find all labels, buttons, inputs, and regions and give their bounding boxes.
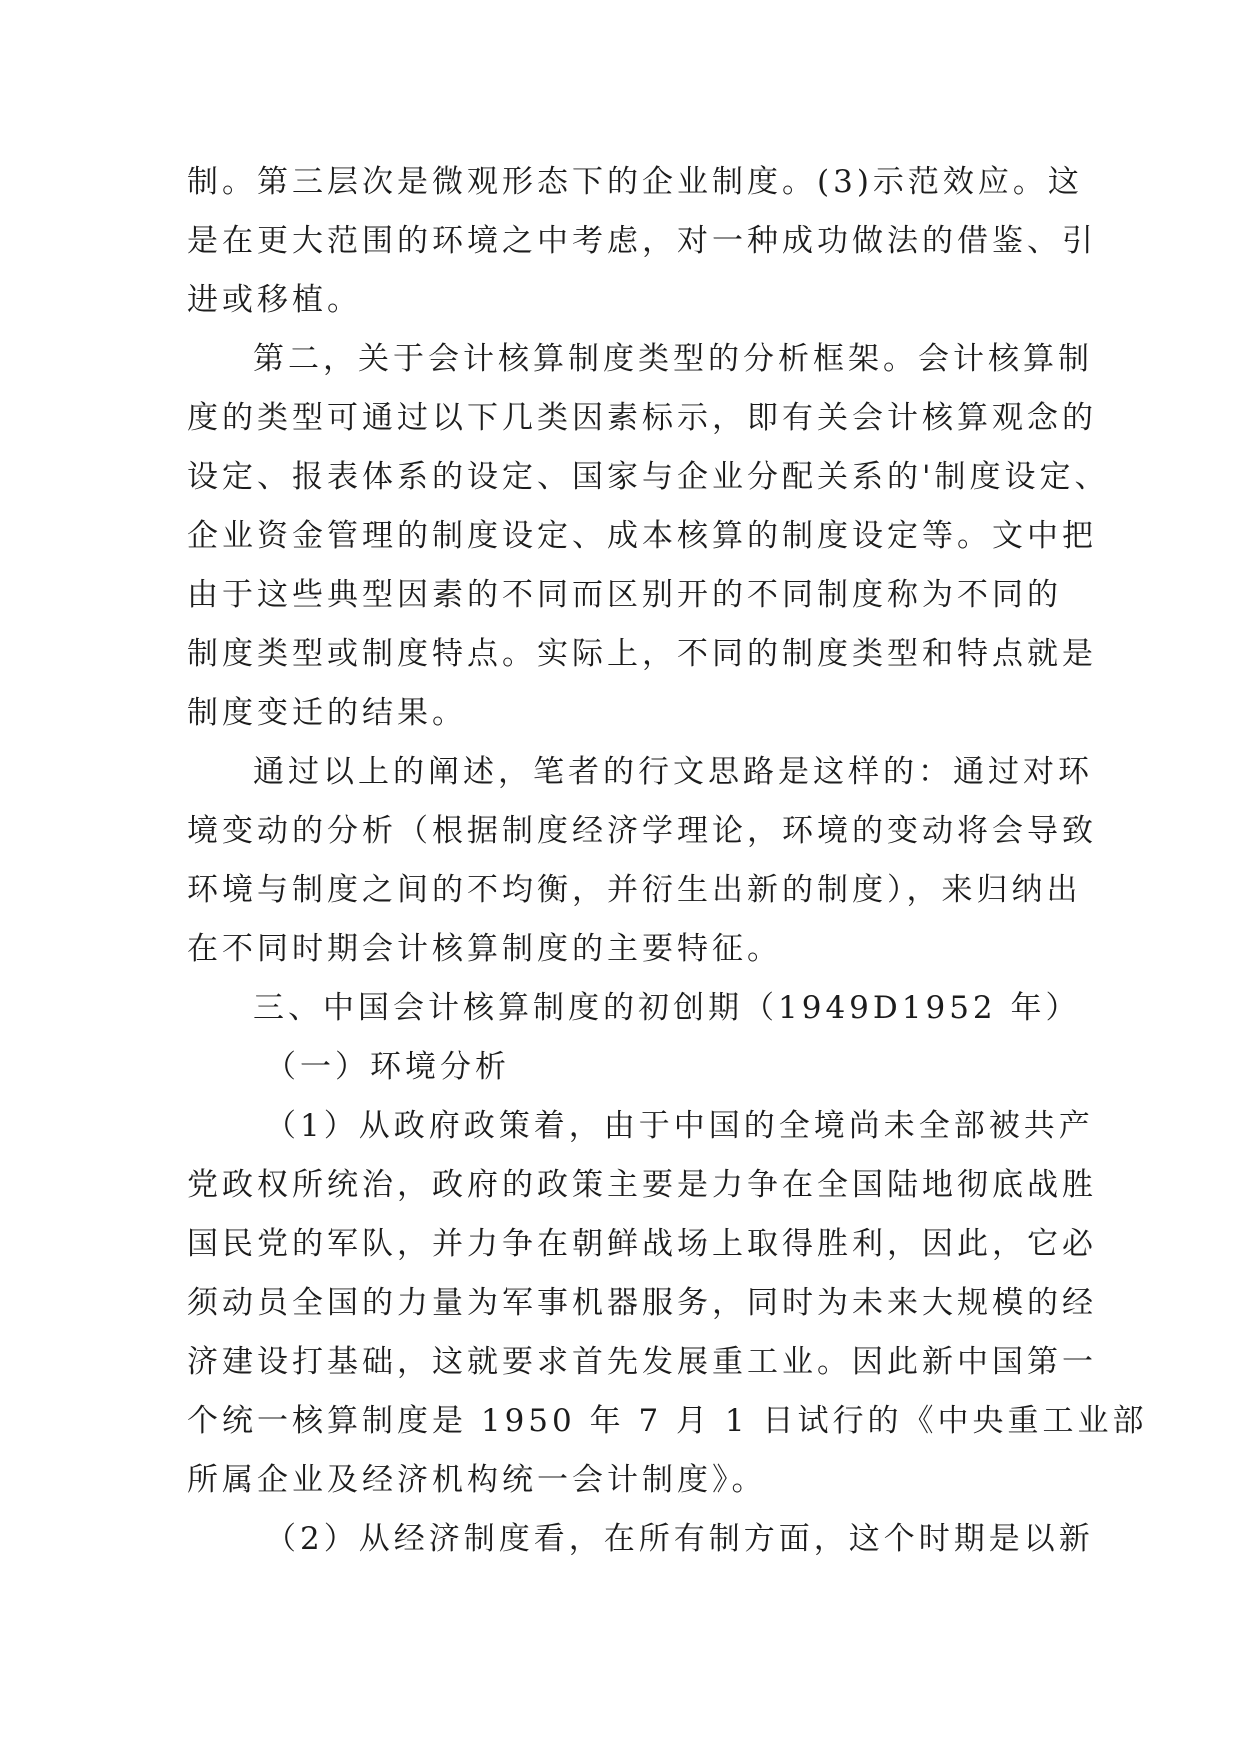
text-line: 制度类型或制度特点。实际上，不同的制度类型和特点就是 (187, 636, 1097, 672)
text-line: 国民党的军队，并力争在朝鲜战场上取得胜利，因此，它必 (187, 1226, 1097, 1262)
text-line: 制度变迁的结果。 (187, 695, 467, 731)
text-line: 是在更大范围的环境之中考虑，对一种成功做法的借鉴、引 (187, 223, 1097, 259)
text-line: 境变动的分析（根据制度经济学理论，环境的变动将会导致 (187, 813, 1097, 849)
text-line: 企业资金管理的制度设定、成本核算的制度设定等。文中把 (187, 518, 1097, 554)
text-line: 济建设打基础，这就要求首先发展重工业。因此新中国第一 (187, 1344, 1097, 1380)
text-line: 个统一核算制度是 1950 年 7 月 1 日试行的《中央重工业部 (187, 1403, 1148, 1439)
subsection-heading: （一）环境分析 (265, 1049, 510, 1085)
text-line: 度的类型可通过以下几类因素标示，即有关会计核算观念的 (187, 400, 1097, 436)
body-text (187, 153, 1148, 1569)
section-heading: 三、中国会计核算制度的初创期（1949D1952 年） (253, 990, 1081, 1026)
text-line: 党政权所统治，政府的政策主要是力争在全国陆地彻底战胜 (187, 1167, 1097, 1203)
text-line: 由于这些典型因素的不同而区别开的不同制度称为不同的 (187, 577, 1062, 613)
paragraph-start-line: 通过以上的阐述，笔者的行文思路是这样的：通过对环 (253, 754, 1093, 790)
paragraph-start-line: （2）从经济制度看，在所有制方面，这个时期是以新 (265, 1521, 1094, 1557)
text-line: 制。第三层次是微观形态下的企业制度。(3)示范效应。这 (187, 164, 1083, 200)
text-line: 所属企业及经济机构统一会计制度》。 (187, 1462, 767, 1498)
text-line: 环境与制度之间的不均衡，并衍生出新的制度），来归纳出 (187, 872, 1082, 908)
paragraph-start-line: 第二，关于会计核算制度类型的分析框架。会计核算制 (253, 341, 1093, 377)
text-line: 须动员全国的力量为军事机器服务，同时为未来大规模的经 (187, 1285, 1097, 1321)
text-line: 进或移植。 (187, 282, 362, 318)
text-line: 设定、报表体系的设定、国家与企业分配关系的'制度设定、 (187, 459, 1110, 495)
text-line: 在不同时期会计核算制度的主要特征。 (187, 931, 782, 967)
paragraph-start-line: （1）从政府政策着，由于中国的全境尚未全部被共产 (265, 1108, 1094, 1144)
